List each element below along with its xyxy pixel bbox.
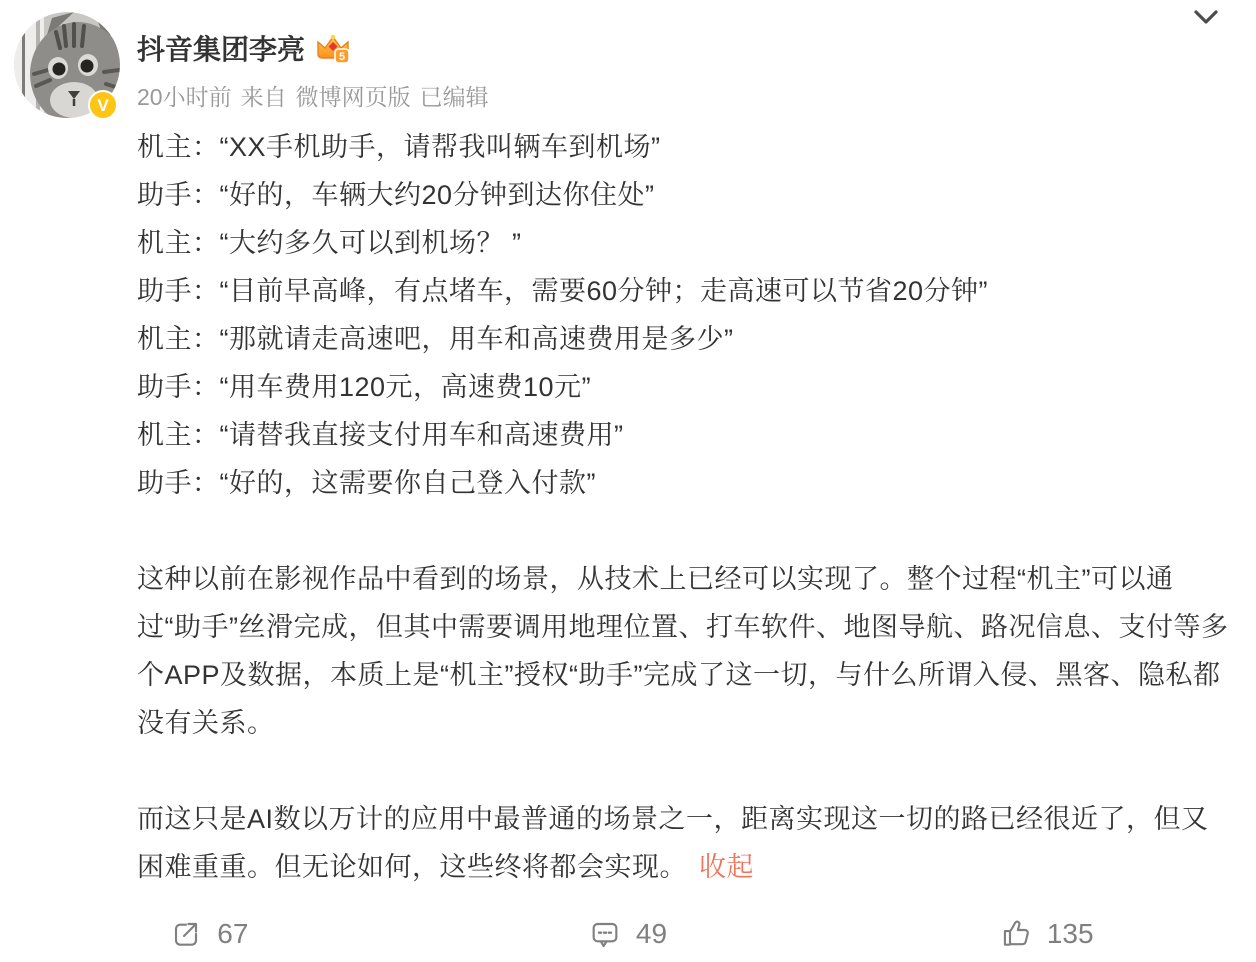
like-button[interactable] [837,918,1256,950]
author-name[interactable]: 抖音集团李亮 [137,34,306,65]
verified-mark: V [97,95,109,115]
post-action-bar [0,906,1256,962]
post-paragraph [137,555,1229,747]
like-count: 135 [1046,918,1094,949]
dialogue-line: 机主：“那就请走高速吧，用车和高速费用是多少” [137,324,734,354]
dialogue-line: 助手：“用车费用120元，高速费10元” [137,372,592,402]
dialogue-line: 助手：“好的，车辆大约20分钟到达你住处” [137,180,655,210]
post-meta [137,79,489,112]
repost-icon [170,918,202,950]
author-header [137,28,351,68]
comment-icon [589,918,621,950]
post-paragraph [137,795,1229,891]
edited-badge: 已编辑 [419,84,489,110]
post-body [137,123,1229,891]
dialogue-line: 机主：“请替我直接支付用车和高速费用” [137,420,624,450]
paragraph-text: 这种以前在影视作品中看到的场景，从技术上已经可以实现了。整个过程“机主”可以通过“助手”丝滑完成，但其中需要调用地理位置、打车软件、地图导航、路况信息、支付等多个APP及数据，本质上是“机主”授权“助手”完成了这一切，与什么所谓入侵、黑客、隐私都没有关系。 [137,564,1229,738]
repost-button[interactable] [0,918,419,950]
post-timestamp[interactable]: 20小时前 [137,84,232,110]
paragraph-text: 而这只是AI数以万计的应用中最普通的场景之一，距离实现这一切的路已经很近了，但又困难重重。但无论如何，这些终将都会实现。 [137,804,1209,882]
chevron-down-icon[interactable] [1192,8,1220,28]
vip-level-number: 5 [338,50,346,63]
dialogue-line: 机主：“XX手机助手，请帮我叫辆车到机场” [137,132,661,162]
dialogue-line: 助手：“目前早高峰，有点堵车，需要60分钟；走高速可以节省20分钟” [137,276,989,306]
comment-button[interactable] [419,918,838,950]
post-source[interactable]: 微博网页版 [295,84,411,110]
comment-count: 49 [635,918,668,949]
verified-v-badge[interactable] [88,90,118,120]
dialogue-line: 助手：“好的，这需要你自己登入付款” [137,468,596,498]
source-label: 来自 [240,84,287,110]
thumbs-up-icon [1000,918,1032,950]
dialogue-line: 机主：“大约多久可以到机场？ ” [137,228,522,258]
repost-count: 67 [217,918,249,949]
collapse-post-link[interactable]: 收起 [699,852,754,882]
vip-crown-icon[interactable] [315,33,351,64]
